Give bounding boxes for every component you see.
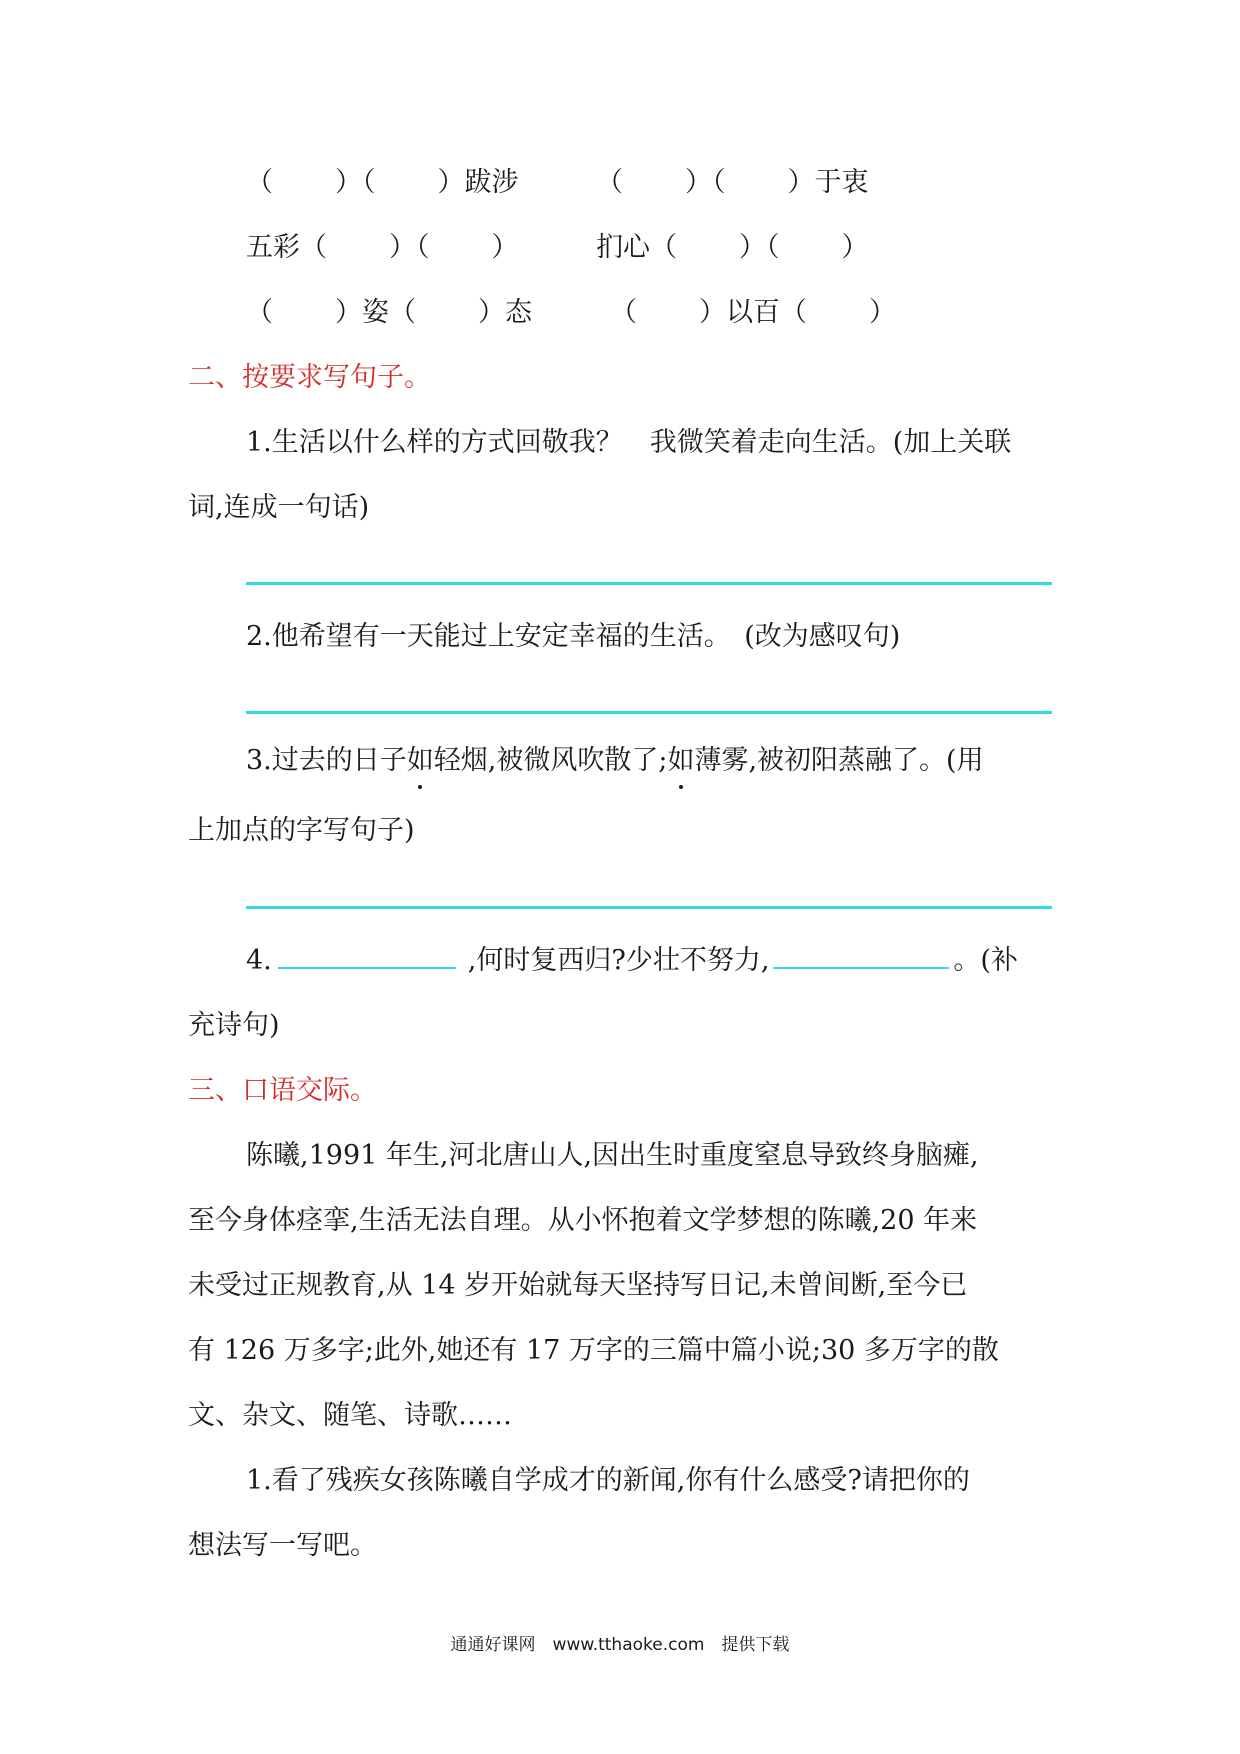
question-2-4-line1: 4. ,何时复西归?少壮不努力, 。(补	[246, 941, 1018, 981]
question-2-3-line1: 3.过去的日子如轻烟,被微风吹散了;如薄雾,被初阳蒸融了。(用	[246, 741, 984, 781]
question-2-2: 2.他希望有一天能过上安定幸福的生活。 (改为感叹句)	[246, 621, 901, 652]
idiom-3b: （ ）以百（ ）	[610, 297, 896, 328]
idiom-1b: （ ）（ ）于衷	[596, 167, 869, 198]
dotted-char: 如	[667, 741, 694, 781]
idiom-3a: （ ）姿（ ）态	[246, 297, 532, 328]
question-3-1-line2: 想法写一写吧。	[188, 1530, 377, 1561]
section-2-heading: 二、按要求写句子。	[188, 362, 431, 393]
question-2-3-line2: 上加点的字写句子)	[188, 815, 415, 846]
question-2-1-line2: 词,连成一句话)	[188, 492, 370, 523]
answer-line-2-3[interactable]	[246, 906, 1052, 909]
passage-line-2: 至今身体痉挛,生活无法自理。从小怀抱着文学梦想的陈曦,20 年来	[188, 1205, 978, 1236]
passage-line-3: 未受过正规教育,从 14 岁开始就每天坚持写日记,未曾间断,至今已	[188, 1270, 968, 1301]
answer-line-2-1[interactable]	[246, 582, 1052, 585]
passage-line-1: 陈曦,1991 年生,河北唐山人,因出生时重度窒息导致终身脑瘫,	[246, 1140, 979, 1171]
section-3-heading: 三、口语交际。	[188, 1075, 377, 1106]
question-2-4-line2: 充诗句)	[188, 1010, 280, 1041]
dotted-char: 如	[407, 741, 434, 781]
question-2-1-line1: 1.生活以什么样的方式回敬我？ 我微笑着走向生活。(加上关联	[246, 427, 1012, 458]
passage-line-5: 文、杂文、随笔、诗歌……	[188, 1400, 512, 1431]
footer-watermark: 通通好课网 www.tthaoke.com 提供下载	[450, 1635, 790, 1655]
question-3-1-line1: 1.看了残疾女孩陈曦自学成才的新闻,你有什么感受?请把你的	[246, 1465, 970, 1496]
idiom-2b: 扪心（ ）（ ）	[596, 232, 869, 263]
poem-blank-1[interactable]	[278, 941, 456, 969]
answer-line-2-2[interactable]	[246, 711, 1052, 714]
idiom-1a: （ ）（ ）跋涉	[246, 167, 519, 198]
poem-blank-2[interactable]	[773, 941, 949, 969]
idiom-2a: 五彩（ ）（ ）	[246, 232, 519, 263]
passage-line-4: 有 126 万多字;此外,她还有 17 万字的三篇中篇小说;30 多万字的散	[188, 1335, 999, 1366]
